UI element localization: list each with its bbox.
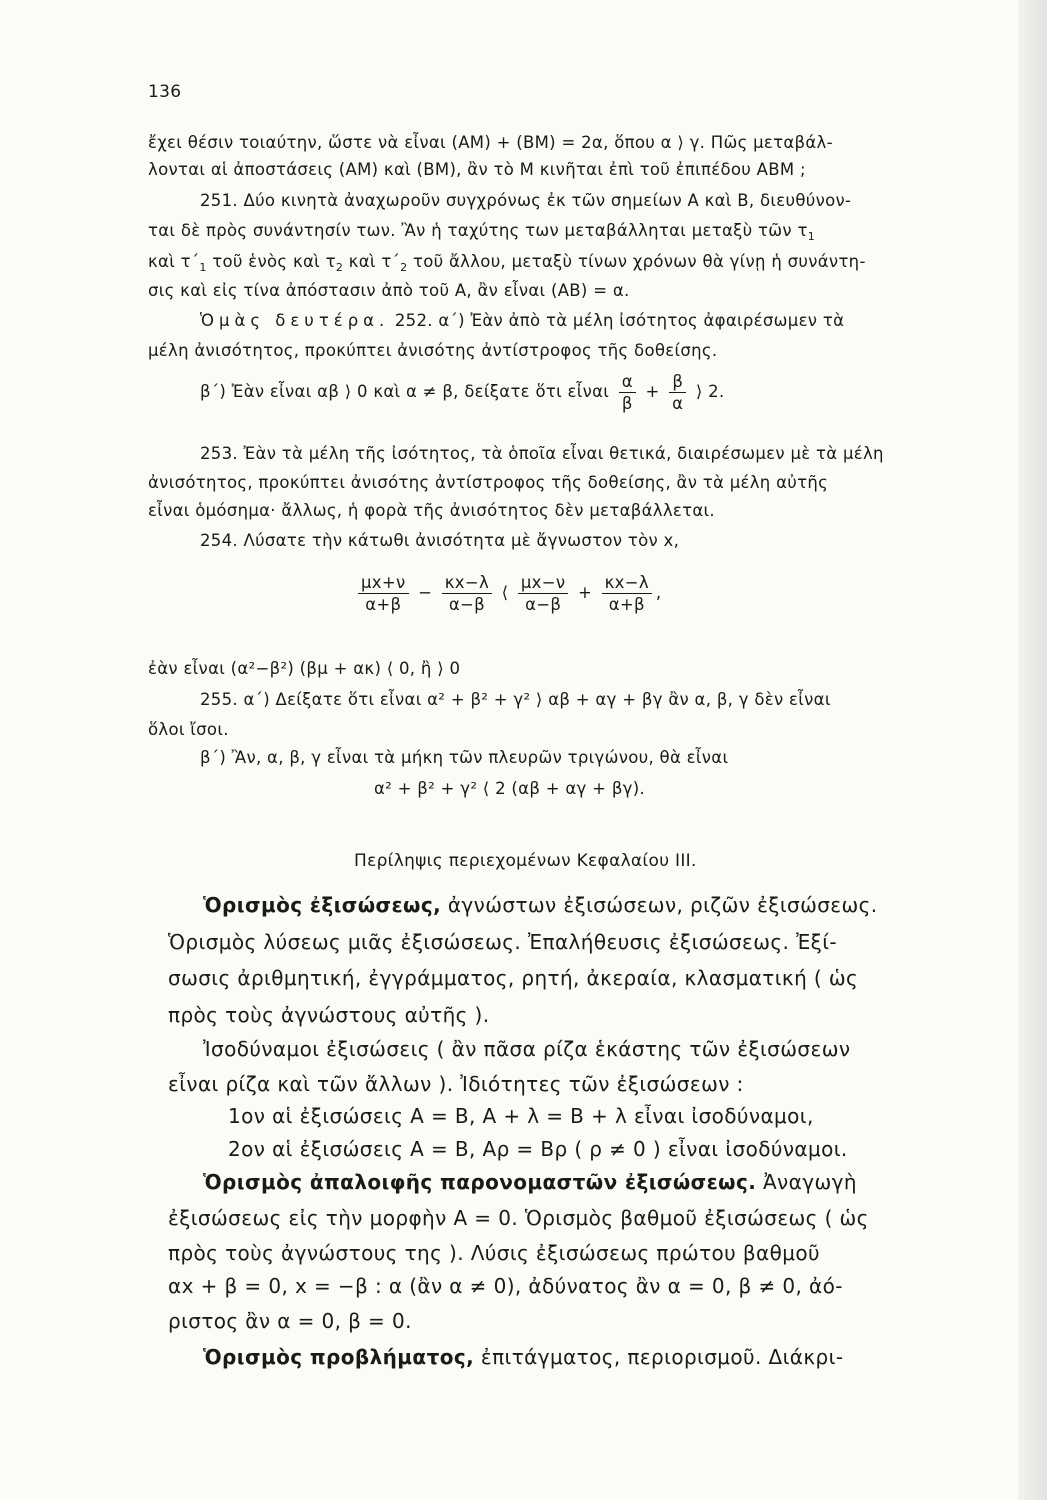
exercise-254-inequality xyxy=(354,573,661,614)
denominator: α−β xyxy=(525,595,562,614)
fraction-3 xyxy=(518,573,569,614)
page-number: 136 xyxy=(148,82,182,102)
exercise-251-text: καὶ τ΄ xyxy=(148,252,200,271)
summary-line-6: εἶναι ρίζα καὶ τῶν ἄλλων ). Ἰδιότητες τῶν ἐξισώσεων : xyxy=(168,1072,744,1096)
numerator: μx+ν xyxy=(358,573,409,594)
exercise-251-text: ται δὲ πρὸς συνάντησίν των. Ἂν ἡ ταχύτης των μεταβάλληται μεταξὺ τῶν τ xyxy=(148,221,808,240)
summary-line-9 xyxy=(203,1170,857,1194)
summary-text: Ἀναγωγὴ xyxy=(756,1170,857,1194)
exercise-255b-line-1: β΄) Ἂν, α, β, γ εἶναι τὰ μήκη τῶν πλευρῶν τριγώνου, θὰ εἶναι xyxy=(200,748,729,767)
summary-line-5: Ἰσοδύναμοι ἐξισώσεις ( ἂν πᾶσα ρίζα ἑκάστης τῶν ἐξισώσεων xyxy=(203,1037,851,1061)
exercise-255-line-1: 255. α΄) Δείξατε ὅτι εἶναι α² + β² + γ² ⟩ αβ + αγ + βγ ἂν α, β, γ δὲν εἶναι xyxy=(200,690,831,709)
subscript: 1 xyxy=(199,261,207,274)
subscript: 2 xyxy=(400,261,408,274)
exercise-254-line-1: 254. Λύσατε τὴν κάτωθι ἀνισότητα μὲ ἄγνωστον τὸν x, xyxy=(200,531,680,550)
summary-line-10: ἐξισώσεως εἰς τὴν μορφὴν A = 0. Ὁρισμὸς βαθμοῦ ἐξισώσεως ( ὡς xyxy=(168,1206,869,1230)
summary-text: ἐπιτάγματος, περιορισμοῦ. Διάκρι- xyxy=(474,1345,844,1369)
exercise-253-line-2: ἀνισότητος, προκύπτει ἀνισότης ἀντίστροφος τῆς δοθείσης, ἂν τὰ μέλη αὐτῆς xyxy=(148,473,829,492)
plus-sign: + xyxy=(645,382,660,401)
fraction-beta-over-alpha xyxy=(669,372,686,413)
summary-line-13: ριστος ἂν α = 0, β = 0. xyxy=(168,1309,412,1333)
exercise-254-condition: ἐὰν εἶναι (α²−β²) (βμ + ακ) ⟨ 0, ἢ ⟩ 0 xyxy=(148,659,461,678)
fraction-1 xyxy=(358,573,409,614)
exercise-255-line-2: ὅλοι ἴσοι. xyxy=(148,720,229,739)
summary-bold-term: Ὁρισμὸς ἀπαλοιφῆς παρονομαστῶν ἐξισώσεως. xyxy=(203,1170,757,1194)
numerator: κx−λ xyxy=(602,573,652,594)
exercise-251-line-3 xyxy=(148,252,866,274)
summary-line-2: Ὁρισμὸς λύσεως μιᾶς ἐξισώσεως. Ἐπαλήθευσις ἐξισώσεως. Ἐξί- xyxy=(168,930,838,954)
summary-bold-term: Ὁρισμὸς ἐξισώσεως, xyxy=(203,893,442,917)
summary-title: Περίληψις περιεχομένων Κεφαλαίου III. xyxy=(354,851,697,871)
exercise-252b xyxy=(200,372,725,413)
numerator: β xyxy=(669,372,686,393)
exercise-255b-line-2: α² + β² + γ² ⟨ 2 (αβ + αγ + βγ). xyxy=(374,779,646,798)
exercise-251-line-2 xyxy=(148,221,815,243)
exercise-250-line-2: λονται αἱ ἀποστάσεις (AM) καὶ (BM), ἂν τὸ M κινῆται ἐπὶ τοῦ ἐπιπέδου ABM ; xyxy=(148,160,806,179)
summary-bold-term: Ὁρισμὸς προβλήματος, xyxy=(203,1345,475,1369)
numerator: μx−ν xyxy=(518,573,569,594)
exercise-251-line-4: σις καὶ εἰς τίνα ἀπόστασιν ἀπὸ τοῦ A, ἂν εἶναι (AB) = α. xyxy=(148,281,630,300)
fraction-alpha-over-beta xyxy=(619,372,636,413)
denominator: α−β xyxy=(448,595,485,614)
comma: , xyxy=(655,583,662,602)
fraction-2 xyxy=(442,573,492,614)
denominator: α+β xyxy=(365,595,402,614)
exercise-250-line-1: ἔχει θέσιν τοιαύτην, ὥστε νὰ εἶναι (AM) + (BM) = 2α, ὅπου α ⟩ γ. Πῶς μεταβάλ- xyxy=(148,133,833,152)
fraction-4 xyxy=(602,573,652,614)
exercise-253-line-1: 253. Ἐὰν τὰ μέλη τῆς ἰσότητος, τὰ ὁποῖα εἶναι θετικά, διαιρέσωμεν μὲ τὰ μέλη xyxy=(200,444,884,463)
exercise-251-text: τοῦ ἑνὸς καὶ τ xyxy=(206,252,336,271)
subscript: 1 xyxy=(807,230,815,243)
exercise-251-line-1: 251. Δύο κινητὰ ἀναχωροῦν συγχρόνως ἐκ τῶν σημείων A καὶ B, διευθύνον- xyxy=(200,191,852,210)
summary-line-1 xyxy=(203,893,878,917)
denominator: α+β xyxy=(608,595,645,614)
minus-sign: − xyxy=(418,583,433,602)
summary-line-4: πρὸς τοὺς ἀγνώστους αὐτῆς ). xyxy=(168,1003,490,1027)
exercise-252-text: 252. α΄) Ἐὰν ἀπὸ τὰ μέλη ἰσότητος ἀφαιρέσωμεν τὰ xyxy=(389,311,845,330)
exercise-252-line-1 xyxy=(200,311,844,330)
exercise-251-text: καὶ τ΄ xyxy=(343,252,401,271)
exercise-252b-text: β΄) Ἐὰν εἶναι αβ ⟩ 0 καὶ α ≠ β, δείξατε ὅτι εἶναι xyxy=(200,382,610,401)
summary-text: ἀγνώστων ἐξισώσεων, ριζῶν ἐξισώσεως. xyxy=(441,893,878,917)
summary-line-12: αx + β = 0, x = −β : α (ἂν α ≠ 0), ἀδύνατος ἂν α = 0, β ≠ 0, ἀό- xyxy=(168,1274,843,1298)
group-label: Ὁμὰς δευτέρα. xyxy=(200,311,390,330)
subscript: 2 xyxy=(335,261,344,274)
exercise-252b-tail: ⟩ 2. xyxy=(695,382,725,401)
denominator: α xyxy=(672,394,684,413)
plus-sign: + xyxy=(577,583,593,602)
summary-line-8: 2ον αἱ ἐξισώσεις A = B, Aρ = Bρ ( ρ ≠ 0 ) εἶναι ἰσοδύναμοι. xyxy=(228,1137,848,1161)
numerator: κx−λ xyxy=(442,573,492,594)
summary-line-7: 1ον αἱ ἐξισώσεις A = B, A + λ = B + λ εἶναι ἰσοδύναμοι, xyxy=(228,1104,814,1128)
summary-line-11: πρὸς τοὺς ἀγνώστους της ). Λύσις ἐξισώσεως πρώτου βαθμοῦ xyxy=(168,1241,820,1265)
summary-line-14 xyxy=(203,1345,843,1369)
denominator: β xyxy=(621,394,633,413)
exercise-251-text: τοῦ ἄλλου, μεταξὺ τίνων χρόνων θὰ γίνῃ ἡ συνάντη- xyxy=(407,252,866,271)
exercise-253-line-3: εἶναι ὁμόσημα· ἄλλως, ἡ φορὰ τῆς ἀνισότητος δὲν μεταβάλλεται. xyxy=(148,501,715,520)
summary-line-3: σωσις ἀριθμητική, ἐγγράμματος, ρητή, ἀκεραία, κλασματική ( ὡς xyxy=(168,966,859,990)
exercise-252-line-2: μέλη ἀνισότητος, προκύπτει ἀνισότης ἀντίστροφος τῆς δοθείσης. xyxy=(148,341,718,360)
numerator: α xyxy=(619,372,636,393)
less-than-sign: ⟨ xyxy=(501,583,509,602)
